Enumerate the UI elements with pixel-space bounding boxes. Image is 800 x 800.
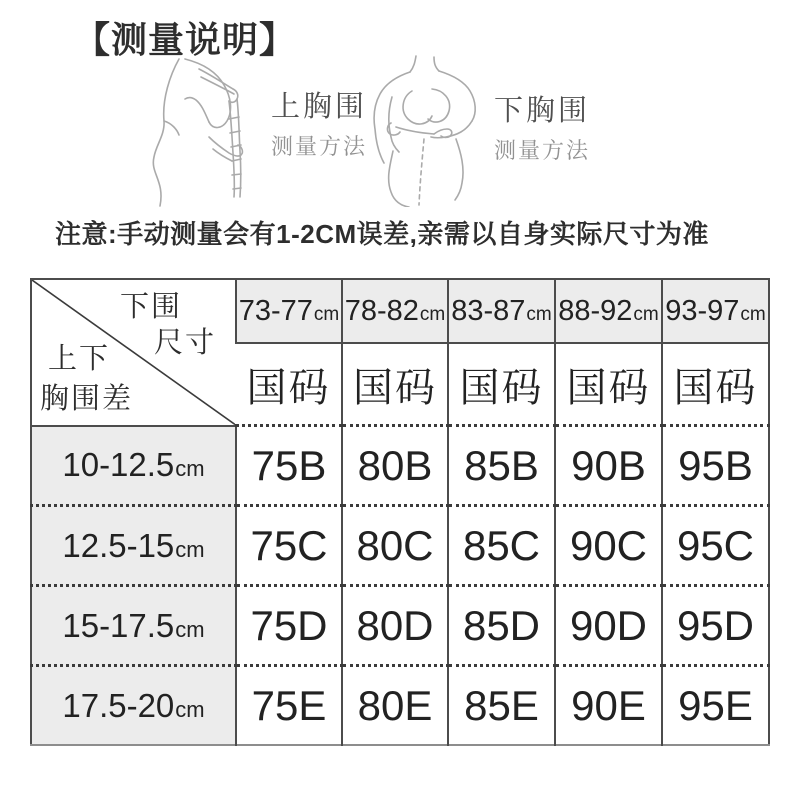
size-code-cell: 95C [662,506,769,586]
bust-diff-cell [31,426,236,506]
measurement-note: 注意:手动测量会有1-2CM误差,亲需以自身实际尺寸为准 [55,219,709,249]
unit-label: cm [175,536,205,562]
unit-label: cm [740,303,766,325]
bust-diff-cell [31,506,236,586]
unit-label: cm [175,696,205,722]
upper-bust-label: 上胸围 [271,91,368,123]
corner-diff-label-1: 上下 [48,343,111,375]
corner-underband-label-2: 尺寸 [154,327,217,359]
size-code-cell: 80E [342,666,448,746]
bust-diff-range: 10-12.5 [62,446,175,484]
bust-diff-range: 15-17.5 [62,606,175,644]
size-data-row [31,666,769,746]
bust-diff-range: 12.5-15 [62,526,175,564]
underband-range: 88-92 [558,294,633,327]
size-data-row [31,586,769,666]
underband-range: 78-82 [344,294,419,327]
underband-range-cell [342,279,448,343]
size-code-cell: 95E [662,666,769,746]
size-code-cell: 90E [555,666,662,746]
size-code-cell: 90B [555,426,662,506]
underband-header-row [31,279,769,343]
unit-label: cm [419,303,446,325]
size-code-cell: 85C [448,506,555,586]
size-code-cell: 75C [236,506,342,586]
size-code-cell: 95D [662,586,769,666]
under-bust-label: 下胸围 [494,95,591,127]
size-label-cell: 国码 [236,343,342,426]
underband-range-cell [555,279,662,343]
size-code-cell: 95B [662,426,769,506]
size-code-cell: 85E [448,666,555,746]
underband-range: 83-87 [451,294,526,327]
size-code-cell: 90D [555,586,662,666]
size-label-cell: 国码 [662,343,769,426]
upper-bust-measure-sketch [133,57,268,207]
size-label-cell: 国码 [342,343,448,426]
corner-diff-label-2: 胸围差 [40,383,134,415]
under-bust-label-block [494,88,590,165]
corner-underband-label-1: 下围 [120,291,183,323]
size-code-cell: 75E [236,666,342,746]
size-code-cell: 80D [342,586,448,666]
bust-diff-cell [31,586,236,666]
unit-label: cm [175,456,205,482]
size-code-cell: 75B [236,426,342,506]
unit-label: cm [175,616,205,642]
size-label-cell: 国码 [555,343,662,426]
underband-range-cell [448,279,555,343]
size-code-cell: 80C [342,506,448,586]
size-code-cell: 80B [342,426,448,506]
size-data-row [31,506,769,586]
unit-label: cm [313,303,340,325]
underband-range-cell [236,279,342,343]
underband-range: 73-77 [238,294,313,327]
size-code-cell: 75D [236,586,342,666]
under-bust-measure-sketch [366,55,496,207]
under-bust-sublabel: 测量方法 [494,138,591,163]
size-chart-table [30,278,770,746]
unit-label: cm [633,303,659,325]
upper-bust-label-block [271,84,367,161]
bust-diff-range: 17.5-20 [62,686,175,724]
bust-diff-cell [31,666,236,746]
size-code-cell: 85B [448,426,555,506]
size-code-cell: 85D [448,586,555,666]
underband-range-cell [662,279,769,343]
table-corner-cell [31,279,236,426]
underband-range: 93-97 [665,294,740,327]
size-code-cell: 90C [555,506,662,586]
unit-label: cm [526,303,552,325]
upper-bust-sublabel: 测量方法 [271,134,368,159]
size-label-cell: 国码 [448,343,555,426]
page-title: 【测量说明】 [74,19,297,60]
size-data-row [31,426,769,506]
